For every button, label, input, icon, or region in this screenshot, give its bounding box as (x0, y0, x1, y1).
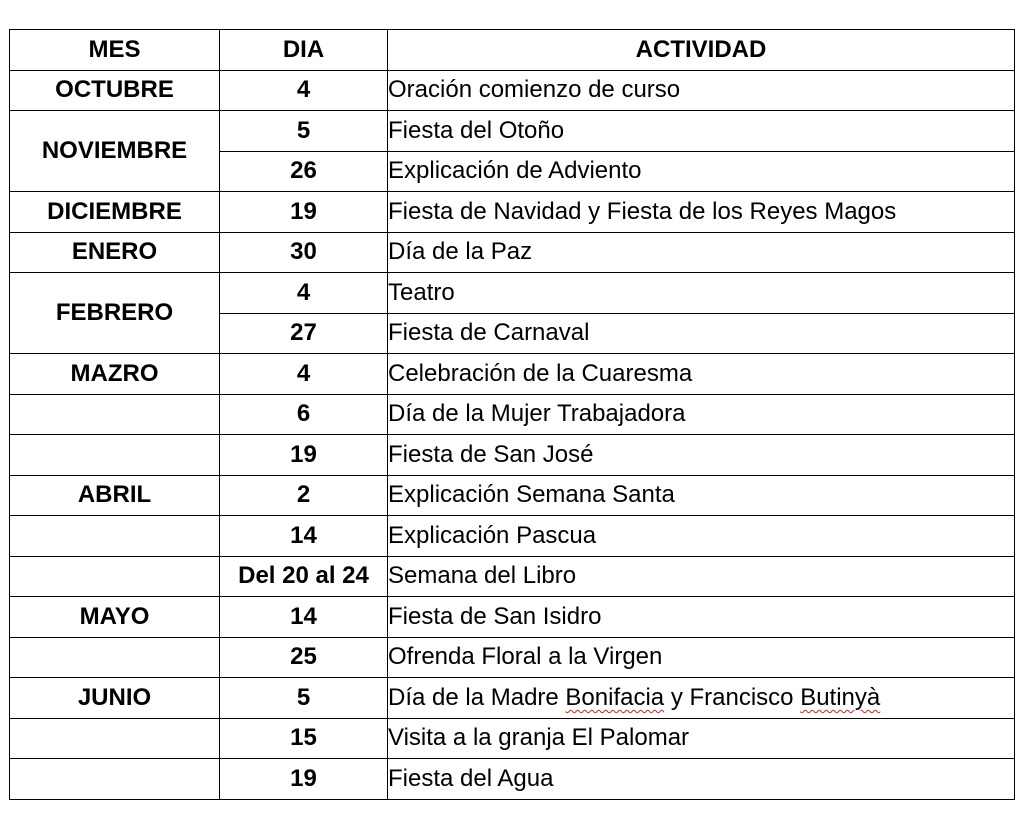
table-row (10, 475, 1015, 516)
activity-cell: Fiesta de Carnaval (388, 313, 1015, 354)
activity-cell: Día de la Paz (388, 232, 1015, 273)
day-cell: 4 (220, 354, 388, 395)
table-row (10, 273, 1015, 314)
activity-cell: Ofrenda Floral a la Virgen (388, 637, 1015, 678)
header-actividad: ACTIVIDAD (388, 30, 1015, 71)
activity-cell: Explicación Pascua (388, 516, 1015, 557)
misspelled-word: Bonifacia (565, 683, 665, 711)
activity-cell: Explicación de Adviento (388, 151, 1015, 192)
day-cell: 27 (220, 313, 388, 354)
day-cell: 5 (220, 678, 388, 719)
day-cell: 19 (220, 192, 388, 233)
activity-cell: Celebración de la Cuaresma (388, 354, 1015, 395)
month-cell (10, 394, 220, 435)
activities-table (9, 29, 1015, 800)
day-cell: 30 (220, 232, 388, 273)
table-row (10, 192, 1015, 233)
activity-cell: Fiesta del Otoño (388, 111, 1015, 152)
month-cell: DICIEMBRE (10, 192, 220, 233)
month-cell: ENERO (10, 232, 220, 273)
day-cell: Del 20 al 24 (220, 556, 388, 597)
header-row (10, 30, 1015, 71)
misspelled-word: Butinyà (800, 683, 881, 711)
day-cell: 15 (220, 718, 388, 759)
month-cell (10, 516, 220, 557)
day-cell: 5 (220, 111, 388, 152)
table-row (10, 394, 1015, 435)
month-cell (10, 718, 220, 759)
day-cell: 14 (220, 516, 388, 557)
table-row (10, 516, 1015, 557)
day-cell: 14 (220, 597, 388, 638)
month-cell (10, 637, 220, 678)
month-cell: MAZRO (10, 354, 220, 395)
month-cell: FEBRERO (10, 273, 220, 354)
table-row (10, 556, 1015, 597)
table-row (10, 354, 1015, 395)
activity-cell: Fiesta de Navidad y Fiesta de los Reyes Magos (388, 192, 1015, 233)
table-row (10, 232, 1015, 273)
activity-text: Día de la Madre (388, 683, 566, 711)
day-cell: 26 (220, 151, 388, 192)
table-row (10, 718, 1015, 759)
activity-cell: Día de la Mujer Trabajadora (388, 394, 1015, 435)
month-cell: MAYO (10, 597, 220, 638)
table-row (10, 111, 1015, 152)
activity-cell (388, 678, 1015, 719)
day-cell: 4 (220, 273, 388, 314)
day-cell: 25 (220, 637, 388, 678)
activity-text: y Francisco (664, 683, 801, 711)
table-row (10, 678, 1015, 719)
month-cell (10, 556, 220, 597)
activity-cell: Fiesta del Agua (388, 759, 1015, 800)
activity-cell: Visita a la granja El Palomar (388, 718, 1015, 759)
activity-cell: Teatro (388, 273, 1015, 314)
day-cell: 2 (220, 475, 388, 516)
activity-cell: Fiesta de San Isidro (388, 597, 1015, 638)
month-cell (10, 759, 220, 800)
month-cell: ABRIL (10, 475, 220, 516)
table-row (10, 759, 1015, 800)
day-cell: 4 (220, 70, 388, 111)
header-mes: MES (10, 30, 220, 71)
month-cell (10, 435, 220, 476)
table-row (10, 435, 1015, 476)
month-cell: NOVIEMBRE (10, 111, 220, 192)
day-cell: 19 (220, 435, 388, 476)
header-dia: DIA (220, 30, 388, 71)
activity-cell: Explicación Semana Santa (388, 475, 1015, 516)
table-row (10, 597, 1015, 638)
month-cell: OCTUBRE (10, 70, 220, 111)
day-cell: 19 (220, 759, 388, 800)
table-row (10, 70, 1015, 111)
table-row (10, 637, 1015, 678)
activity-cell: Oración comienzo de curso (388, 70, 1015, 111)
day-cell: 6 (220, 394, 388, 435)
activity-cell: Fiesta de San José (388, 435, 1015, 476)
month-cell: JUNIO (10, 678, 220, 719)
activity-cell: Semana del Libro (388, 556, 1015, 597)
